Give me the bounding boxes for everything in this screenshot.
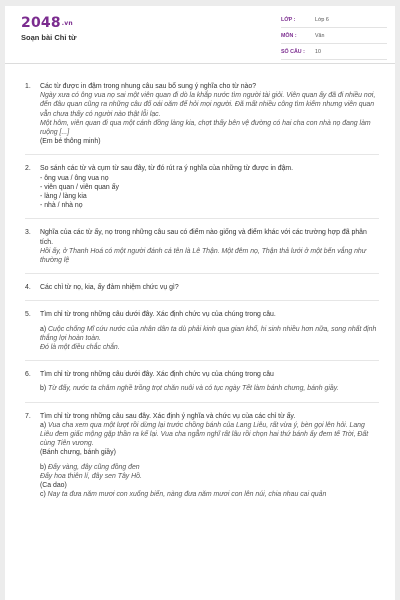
meta-value: Văn: [315, 32, 325, 39]
question-item: [25, 412, 379, 500]
meta-label: LỚP :: [281, 16, 296, 23]
site-logo[interactable]: [21, 15, 73, 31]
question-text: So sánh các từ và cụm từ sau đây, từ đó rút ra ý nghĩa của những từ được in đậm.: [40, 165, 294, 173]
divider: [25, 218, 379, 219]
document-header: [5, 6, 395, 64]
question-passage: Cuộc chống Mĩ cứu nước của nhân dân ta dù phải kinh qua gian khổ, hi sinh nhiều hơn nữa, song nhất định thắng lợi hoàn toàn.: [40, 325, 377, 342]
question-number: 4.: [25, 284, 31, 292]
question-number: 7.: [25, 412, 31, 420]
question-text: Tìm chỉ từ trong những câu sau đây. Xác định ý nghĩa và chức vụ của các chỉ từ ấy.: [40, 412, 296, 420]
list-item: - ông vua / ông vua nọ: [40, 174, 109, 182]
question-passage: Đấy hoa thiên lí, đây sen Tây Hồ.: [40, 472, 142, 480]
question-passage: Đó là một điều chắc chắn.: [40, 344, 120, 352]
question-item: [25, 164, 379, 210]
divider: [25, 273, 379, 274]
document-page: [5, 6, 395, 600]
question-passage: Một hôm, viên quan đi qua một cánh đồng làng kia, chợt thấy bên vệ đường có hai cha con nhà nọ đang làm ruộng [...]: [40, 119, 371, 137]
question-source: (Bánh chưng, bánh giầy): [40, 449, 116, 457]
question-number: 3.: [25, 229, 31, 237]
question-source: (Em bé thông minh): [40, 138, 101, 146]
logo-suffix: .vn: [61, 20, 73, 27]
question-passage: Hồi ấy, ở Thanh Hoá có một người đánh cá tên là Lê Thận. Một đêm nọ, Thận thả lưới ở một bến vắng như thường lệ: [40, 247, 367, 265]
list-item: - làng / làng kia: [40, 193, 87, 201]
sub-label: c): [40, 491, 48, 499]
question-list: [5, 64, 395, 500]
question-number: 2.: [25, 165, 31, 173]
sub-label: a): [40, 325, 49, 333]
question-text: Các từ được in đậm trong nhung câu sau bổ sung ý nghĩa cho từ nào?: [40, 83, 257, 90]
sub-label: b): [40, 385, 49, 393]
meta-row-class: [281, 12, 387, 28]
meta-info-table: [281, 12, 387, 60]
question-passage: Đấy vàng, đây cũng đồng đen: [48, 463, 140, 471]
meta-label: SỐ CÂU :: [281, 48, 305, 55]
question-item: [25, 370, 379, 393]
meta-value: Lớp 6: [315, 16, 329, 23]
question-number: 5.: [25, 311, 31, 319]
meta-row-count: [281, 44, 387, 60]
question-item: [25, 310, 379, 352]
question-number: 6.: [25, 371, 31, 379]
meta-value: 10: [315, 48, 321, 55]
logo-text: 2048: [21, 15, 61, 31]
list-item: - viên quan / viên quan ấy: [40, 183, 119, 191]
sub-label: b): [40, 463, 49, 471]
divider: [25, 402, 379, 403]
question-passage: Nay ta đưa năm mươi con xuống biển, nàng đưa năm mươi con lên núi, chia nhau cai quản: [47, 491, 327, 499]
divider: [25, 300, 379, 301]
question-item: [25, 82, 379, 146]
question-passage: Ngày xưa có ông vua nọ sai một viên quan đi dò la khắp nước tìm người tài giỏi. Viên quan ấy đã đi nhiều nơi, đến đâu quan cũng ra những câu đố oái oăm để hỏi mọi người. Đã mất nhiều công tìm kiếm nhưng viên quan vẫn chưa thấy có người nào thật lỗi lạc.: [40, 92, 376, 118]
question-text: Tìm chỉ từ trong những câu dưới đây. Xác định chức vụ của chúng trong câu.: [40, 311, 276, 319]
question-passage: Từ đấy, nước ta chăm nghề trồng trọt chăn nuôi và có tục ngày Tết làm bánh chưng, bánh giầy.: [48, 385, 339, 393]
question-text: Nghĩa của các từ ấy, nọ trong những câu sau có điểm nào giống và điểm khác với các trường hợp đã phân tích.: [40, 229, 367, 246]
question-number: 1.: [25, 83, 31, 90]
meta-row-subject: [281, 28, 387, 44]
divider: [25, 154, 379, 155]
question-text: Các chỉ từ nọ, kia, ấy đảm nhiệm chức vụ gì?: [40, 284, 179, 292]
divider: [25, 360, 379, 361]
question-passage: Vua cha xem qua một lượt rồi dừng lại trước chồng bánh của Lang Liêu, rất vừa ý, bèn gọi lên hỏi. Lang Liêu đem giấc mộng gặp thần ra kể lại. Vua cha ngẫm nghĩ rất lâu rồi chọn hai thứ bánh ấy đem tế Trời, Đất cùng Tiên vương.: [40, 421, 369, 448]
meta-label: MÔN :: [281, 32, 297, 39]
sub-label: a): [40, 421, 49, 429]
question-text: Tìm chỉ từ trong những câu dưới đây. Xác định chức vụ của chúng trong câu: [40, 371, 274, 379]
question-source: (Ca dao): [40, 482, 67, 490]
question-item: [25, 228, 379, 265]
list-item: - nhà / nhà nọ: [40, 202, 83, 210]
question-item: [25, 283, 379, 292]
document-title: Soạn bài Chỉ từ: [21, 33, 77, 42]
